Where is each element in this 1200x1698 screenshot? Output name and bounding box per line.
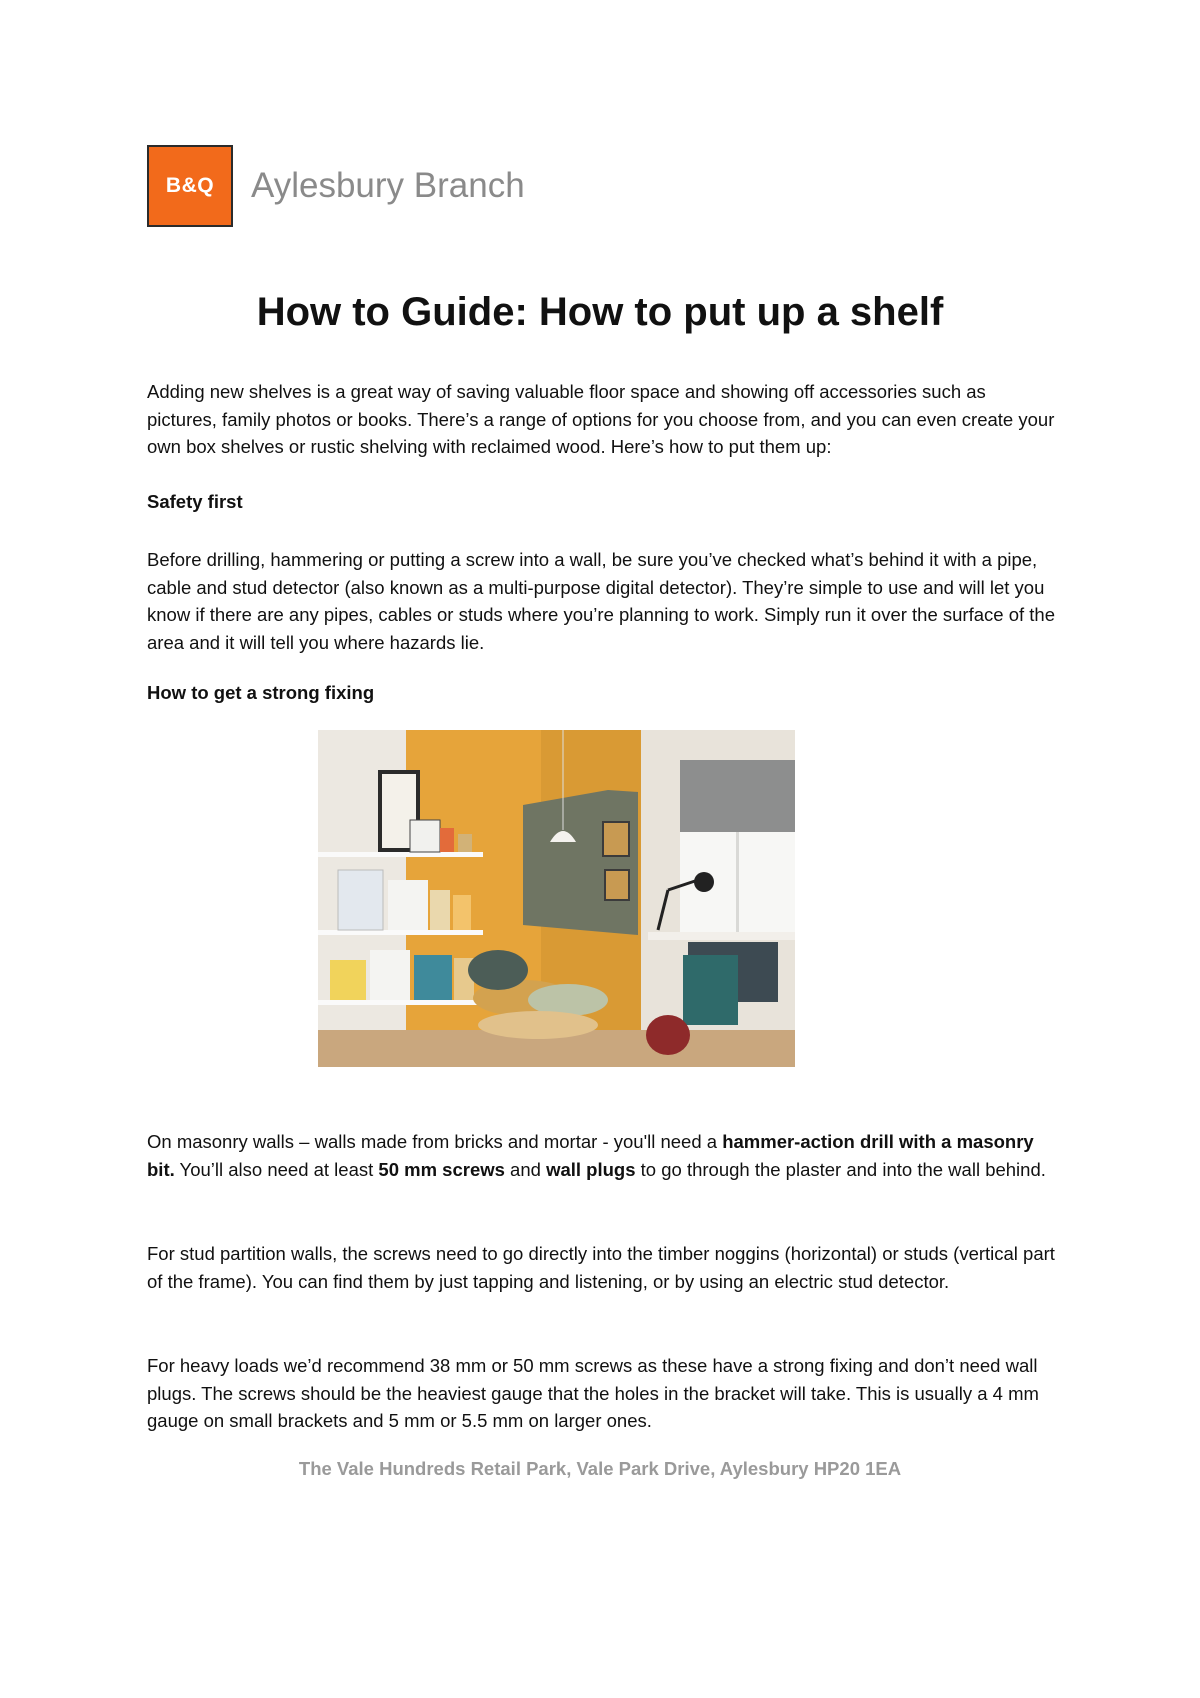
safety-paragraph: Before drilling, hammering or putting a screw into a wall, be sure you’ve checked what’s behind it with a pipe, cable and stud detector (also known as a multi-purpose digital detector). They’re simple to use and will let you know if there are any pipes, cables or studs where you’re planning to work. Simply run it over the surface of the area and it will tell you where hazards lie. [147, 549, 1055, 653]
intro-paragraph: Adding new shelves is a great way of saving valuable floor space and showing off accessories such as pictures, family photos or books. There’s a range of options for you choose from, and you can even create your own box shelves or rustic shelving with reclaimed wood. Here’s how to put them up: [147, 381, 1055, 457]
heavy-load-paragraph: For heavy loads we’d recommend 38 mm or 50 mm screws as these have a strong fixing and don’t need wall plugs. The screws should be the heaviest gauge that the holes in the bracket will take. This is usually a 4 mm gauge on small brackets and 5 mm or 5.5 mm on larger ones. [147, 1355, 1039, 1431]
masonry-bold-plugs: wall plugs [546, 1158, 636, 1180]
header [147, 145, 525, 227]
logo-text: B&Q [165, 174, 215, 197]
masonry-text-3: and [504, 1158, 547, 1180]
safety-heading: Safety first [147, 491, 243, 512]
page-title: How to Guide: How to put up a shelf [256, 290, 944, 334]
masonry-text-4: to go through the plaster and into the wall behind. [635, 1158, 1046, 1180]
masonry-text-1: On masonry walls – walls made from bricks and mortar - you'll need a [147, 1131, 723, 1152]
masonry-bold-screws: 50 mm screws [378, 1158, 505, 1180]
masonry-paragraph [147, 1128, 1057, 1183]
bq-logo [147, 145, 233, 227]
masonry-text-2: You’ll also need at least [174, 1158, 379, 1180]
branch-name: Aylesbury Branch [251, 166, 525, 205]
fixing-heading: How to get a strong fixing [147, 682, 375, 703]
masonry-bold-drill: hammer-action drill with a masonry bit. [147, 1131, 1034, 1180]
shelves-room-photo [318, 730, 795, 1067]
stud-paragraph: For stud partition walls, the screws need to go directly into the timber noggins (horizontal) or studs (vertical part of the frame). You can find them by just tapping and listening, or by using an electric stud detector. [147, 1243, 1055, 1292]
footer-address: The Vale Hundreds Retail Park, Vale Park Drive, Aylesbury HP20 1EA [298, 1458, 902, 1479]
